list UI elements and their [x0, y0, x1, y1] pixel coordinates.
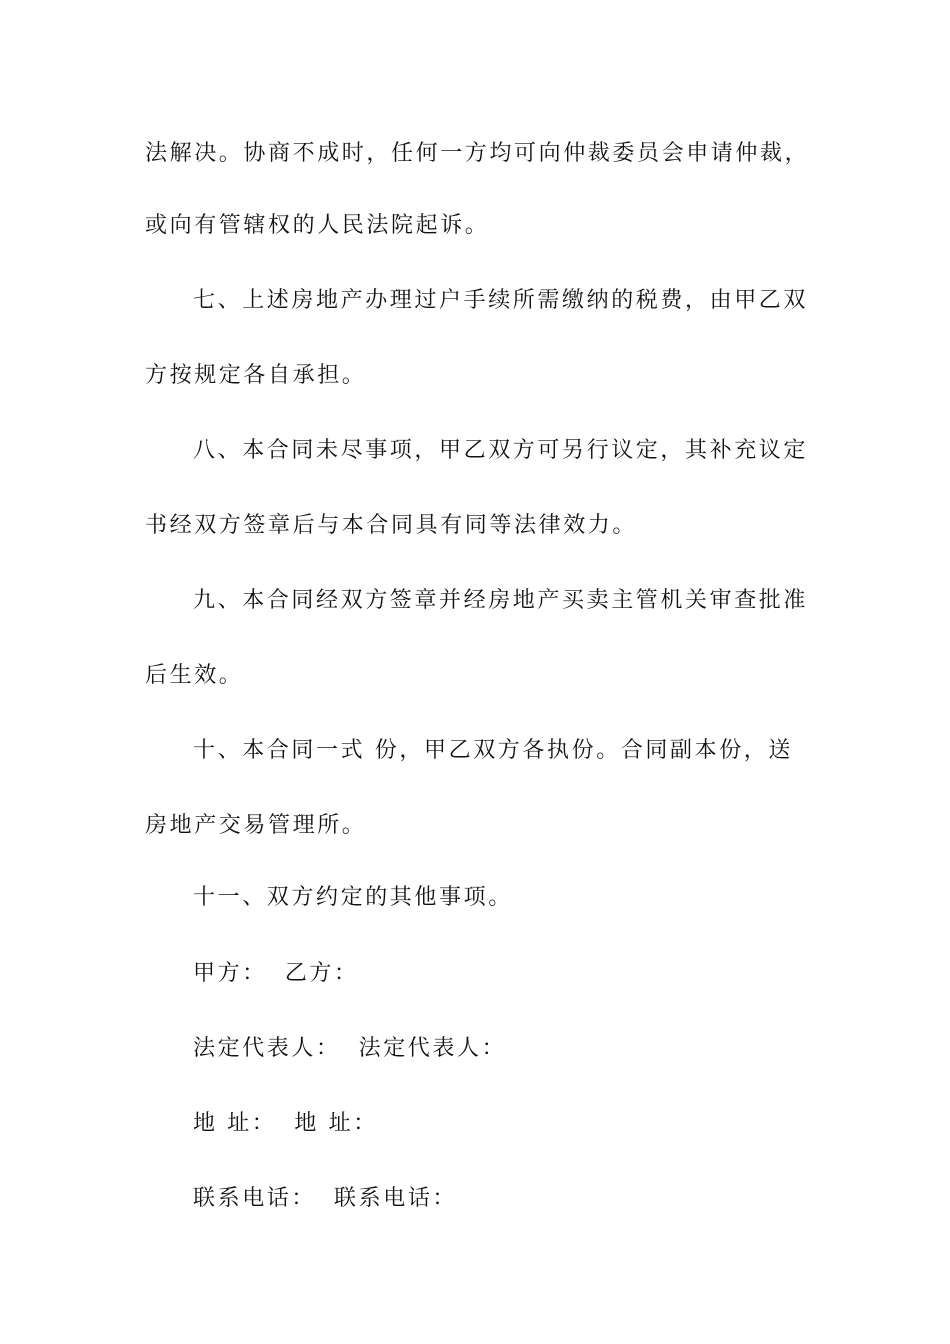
clause-8-line-1: 八、本合同未尽事项，甲乙双方可另行议定，其补充议定 [193, 438, 809, 463]
address-b-label: 地 址： [294, 1111, 378, 1136]
clause-7-line-2: 方按规定各自承担。 [145, 363, 367, 388]
phone-a-label: 联系电话： [193, 1186, 317, 1211]
clause-10-line-1: 十、本合同一式 份，甲乙双方各执份。合同副本份，送 [193, 738, 793, 763]
signature-address-row [193, 1108, 853, 1140]
clause-9-line-1: 九、本合同经双方签章并经房地产买卖主管机关审查批准 [193, 588, 809, 613]
clause-9-line-2: 后生效。 [145, 663, 244, 688]
clause-10-line-2: 房地产交易管理所。 [145, 813, 367, 838]
address-a-label: 地 址： [193, 1111, 277, 1136]
paragraph-line-1: 法解决。协商不成时，任何一方均可向仲裁委员会申请仲裁， [145, 141, 810, 166]
signature-phone-row [193, 1183, 853, 1215]
representative-a-label: 法定代表人： [193, 1036, 341, 1061]
paragraph-line-2: 或向有管辖权的人民法院起诉。 [145, 213, 490, 238]
signature-party-row [193, 958, 853, 990]
clause-8-line-2: 书经双方签章后与本合同具有同等法律效力。 [145, 513, 638, 538]
clause-7-line-1: 七、上述房地产办理过户手续所需缴纳的税费，由甲乙双 [193, 288, 809, 313]
signature-representative-row [193, 1033, 853, 1065]
party-b-label: 乙方： [284, 961, 359, 986]
party-a-label: 甲方： [193, 961, 267, 986]
phone-b-label: 联系电话： [334, 1186, 458, 1211]
representative-b-label: 法定代表人： [358, 1036, 507, 1061]
clause-11-line-1: 十一、双方约定的其他事项。 [193, 885, 513, 910]
